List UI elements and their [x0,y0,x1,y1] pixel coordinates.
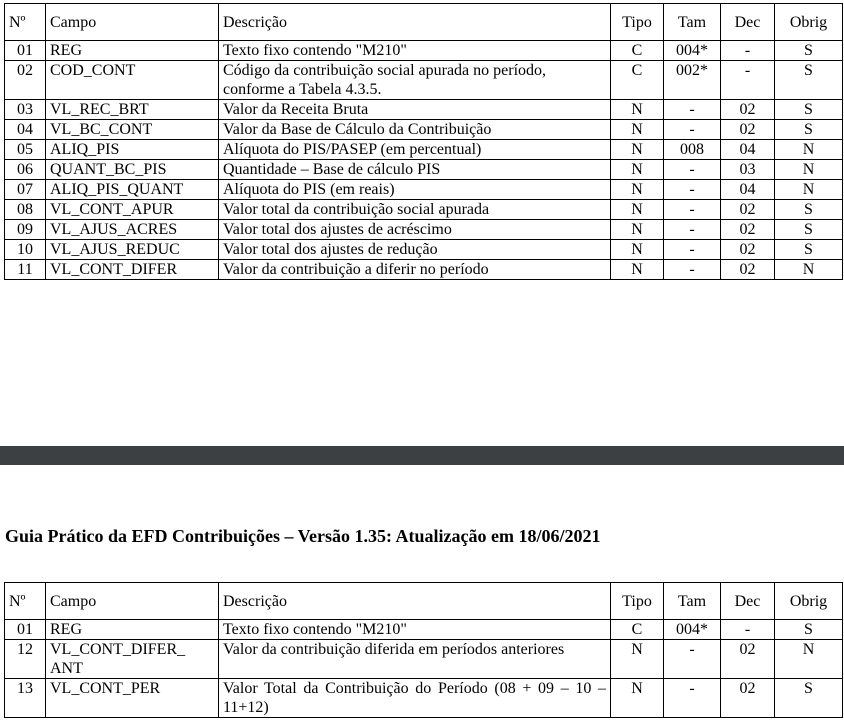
cell-campo: VL_CONT_DIFER [46,260,219,280]
cell-dec: 04 [721,140,775,160]
cell-tipo: N [611,140,664,160]
cell-obrig: N [775,140,843,160]
cell-obrig: N [775,640,843,679]
cell-tipo: C [611,41,664,61]
cell-campo: VL_CONT_DIFER_ ANT [46,640,219,679]
header-dec: Dec [721,583,775,620]
cell-tam: - [664,200,721,220]
cell-descricao: Alíquota do PIS/PASEP (em percentual) [219,140,611,160]
cell-tipo: N [611,240,664,260]
table-row [5,220,843,240]
table-row [5,240,843,260]
header-obrig: Obrig [775,583,843,620]
cell-descricao: Valor da contribuição a diferir no período [219,260,611,280]
cell-no: 08 [5,200,46,220]
cell-campo: VL_CONT_APUR [46,200,219,220]
header-tipo: Tipo [611,583,664,620]
cell-no: 05 [5,140,46,160]
cell-tam: 004* [664,41,721,61]
cell-descricao: Valor total dos ajustes de acréscimo [219,220,611,240]
cell-campo: QUANT_BC_PIS [46,160,219,180]
cell-campo: COD_CONT [46,61,219,100]
register-fields-table-continued [4,582,843,718]
cell-dec: 02 [721,679,775,718]
cell-no: 03 [5,100,46,120]
cell-descricao: Valor Total da Contribuição do Período (08 + 09 – 10 – 11+12) [219,679,611,718]
cell-dec: - [721,620,775,640]
cell-obrig: N [775,180,843,200]
cell-no: 07 [5,180,46,200]
table-row [5,200,843,220]
table-row [5,160,843,180]
cell-obrig: S [775,61,843,100]
header-no: Nº [5,583,46,620]
cell-campo: REG [46,620,219,640]
cell-tam: - [664,160,721,180]
table-header-row [5,583,843,620]
cell-descricao: Código da contribuição social apurada no período, conforme a Tabela 4.3.5. [219,61,611,100]
cell-no: 09 [5,220,46,240]
table-row [5,100,843,120]
cell-no: 10 [5,240,46,260]
header-tam: Tam [664,583,721,620]
register-fields-table-top [4,3,843,280]
page-header-title: Guia Prático da EFD Contribuições – Versão 1.35: Atualização em 18/06/2021 [5,526,601,546]
cell-no: 04 [5,120,46,140]
header-campo: Campo [46,4,219,41]
cell-descricao: Alíquota do PIS (em reais) [219,180,611,200]
header-campo: Campo [46,583,219,620]
cell-obrig: S [775,679,843,718]
cell-tam: - [664,220,721,240]
table-row [5,260,843,280]
cell-no: 12 [5,640,46,679]
cell-campo: ALIQ_PIS_QUANT [46,180,219,200]
cell-campo: VL_BC_CONT [46,120,219,140]
cell-dec: - [721,41,775,61]
cell-tipo: N [611,160,664,180]
cell-tipo: N [611,120,664,140]
cell-dec: 02 [721,120,775,140]
cell-no: 11 [5,260,46,280]
table-row [5,61,843,100]
cell-obrig: S [775,240,843,260]
cell-obrig: S [775,220,843,240]
cell-tipo: N [611,679,664,718]
cell-campo: VL_AJUS_REDUC [46,240,219,260]
cell-campo: VL_AJUS_ACRES [46,220,219,240]
cell-descricao: Valor da Base de Cálculo da Contribuição [219,120,611,140]
cell-tam: - [664,180,721,200]
header-obrig: Obrig [775,4,843,41]
cell-tipo: N [611,180,664,200]
cell-tam: - [664,240,721,260]
cell-descricao: Texto fixo contendo "M210" [219,620,611,640]
header-tam: Tam [664,4,721,41]
cell-obrig: N [775,260,843,280]
cell-campo: VL_REC_BRT [46,100,219,120]
header-descricao: Descrição [219,4,611,41]
header-descricao: Descrição [219,583,611,620]
cell-tipo: C [611,61,664,100]
cell-tam: - [664,679,721,718]
cell-tipo: N [611,100,664,120]
cell-dec: 04 [721,180,775,200]
cell-descricao: Valor da contribuição diferida em períodos anteriores [219,640,611,679]
header-dec: Dec [721,4,775,41]
cell-dec: 02 [721,260,775,280]
cell-dec: 02 [721,100,775,120]
cell-dec: 02 [721,220,775,240]
cell-tam: - [664,640,721,679]
cell-no: 13 [5,679,46,718]
table-row [5,679,843,718]
cell-tipo: N [611,260,664,280]
cell-tipo: C [611,620,664,640]
cell-obrig: S [775,620,843,640]
cell-dec: 02 [721,200,775,220]
cell-no: 01 [5,41,46,61]
cell-tam: 002* [664,61,721,100]
cell-dec: 03 [721,160,775,180]
cell-no: 06 [5,160,46,180]
cell-tipo: N [611,200,664,220]
cell-no: 02 [5,61,46,100]
cell-campo: ALIQ_PIS [46,140,219,160]
cell-dec: 02 [721,240,775,260]
header-no: Nº [5,4,46,41]
cell-descricao: Valor total da contribuição social apurada [219,200,611,220]
cell-descricao: Valor da Receita Bruta [219,100,611,120]
cell-tipo: N [611,640,664,679]
page-break-divider [0,446,844,465]
cell-tam: - [664,120,721,140]
table-row [5,140,843,160]
table-row [5,620,843,640]
table-row [5,41,843,61]
cell-descricao: Texto fixo contendo "M210" [219,41,611,61]
cell-no: 01 [5,620,46,640]
table-header-row [5,4,843,41]
header-tipo: Tipo [611,4,664,41]
cell-obrig: S [775,100,843,120]
cell-tipo: N [611,220,664,240]
table-row [5,120,843,140]
cell-tam: 008 [664,140,721,160]
cell-obrig: N [775,160,843,180]
cell-obrig: S [775,120,843,140]
cell-descricao: Quantidade – Base de cálculo PIS [219,160,611,180]
cell-campo: REG [46,41,219,61]
cell-descricao: Valor total dos ajustes de redução [219,240,611,260]
table-row [5,640,843,679]
cell-dec: 02 [721,640,775,679]
table-row [5,180,843,200]
cell-campo: VL_CONT_PER [46,679,219,718]
cell-dec: - [721,61,775,100]
cell-tam: 004* [664,620,721,640]
cell-obrig: S [775,41,843,61]
cell-tam: - [664,260,721,280]
cell-obrig: S [775,200,843,220]
cell-tam: - [664,100,721,120]
